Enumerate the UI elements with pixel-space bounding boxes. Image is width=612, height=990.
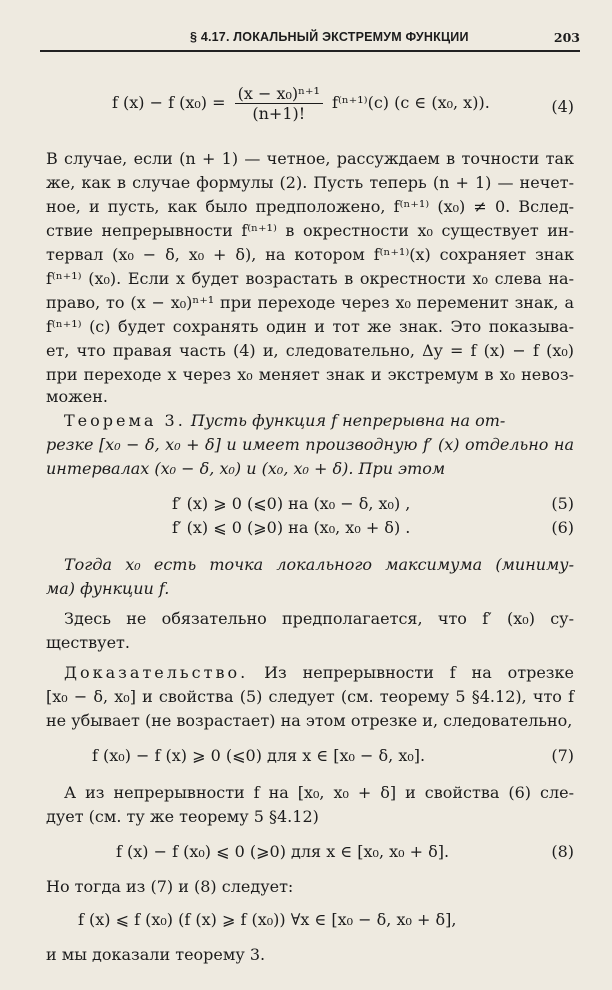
formula-7: f (x₀) − f (x) ⩾ 0 (⩽0) для x ∈ [x₀ − δ, x₀]. bbox=[92, 746, 426, 765]
equation-number-8: (8) bbox=[551, 842, 574, 861]
proof-end: и мы доказали теорему 3. bbox=[46, 945, 266, 964]
paragraph-line: В случае, если (n + 1) — четное, рассуждаем в точности так bbox=[46, 149, 574, 168]
proof-line: Но тогда из (7) и (8) следует: bbox=[46, 877, 294, 896]
paragraph-line: тервал (x₀ − δ, x₀ + δ), на котором f⁽ⁿ⁺¹⁾(x) сохраняет знак bbox=[46, 245, 574, 264]
equation-number-4: (4) bbox=[551, 97, 574, 116]
paragraph-line: f⁽ⁿ⁺¹⁾ (c) будет сохранять один и тот же знак. Это показыва- bbox=[46, 317, 574, 336]
theorem-3-first-line bbox=[64, 410, 574, 432]
formula-4-lhs: f (x) − f (x₀) = bbox=[112, 93, 226, 112]
condition-5: f′ (x) ⩾ 0 (⩽0) на (x₀ − δ, x₀) , bbox=[172, 494, 411, 513]
proof-line: не убывает (не возрастает) на этом отрезке и, следовательно, bbox=[46, 711, 573, 730]
theorem-text: Пусть функция f непрерывна на от- bbox=[190, 411, 506, 430]
formula-8: f (x) − f (x₀) ⩽ 0 (⩾0) для x ∈ [x₀, x₀ + δ]. bbox=[116, 842, 450, 861]
theorem-text: резке [x₀ − δ, x₀ + δ] и имеет производную f′ (x) отдельно на bbox=[46, 435, 574, 454]
formula-4-denominator: (n+1)! bbox=[252, 104, 306, 123]
equation-number-6: (6) bbox=[551, 518, 574, 537]
page-header bbox=[40, 28, 580, 52]
condition-6: f′ (x) ⩽ 0 (⩾0) на (x₀, x₀ + δ) . bbox=[172, 518, 411, 537]
remark-line: Здесь не обязательно предполагается, что f′ (x₀) су- bbox=[64, 609, 574, 628]
paragraph-line: право, то (x − x₀)ⁿ⁺¹ при переходе через x₀ переменит знак, а bbox=[46, 293, 574, 312]
paragraph-line: ствие непрерывности f⁽ⁿ⁺¹⁾ в окрестности x₀ существует ин- bbox=[46, 221, 574, 240]
paragraph-line: можен. bbox=[46, 387, 109, 406]
formula-4-numerator: (x − x₀)ⁿ⁺¹ bbox=[235, 84, 323, 104]
formula-4-rhs: f⁽ⁿ⁺¹⁾(c) (c ∈ (x₀, x)). bbox=[332, 93, 490, 112]
theorem-text: Тогда x₀ есть точка локального максимума (миниму- bbox=[64, 555, 574, 574]
theorem-line bbox=[46, 458, 574, 480]
paragraph-line: же, как в случае формулы (2). Пусть теперь (n + 1) — нечет- bbox=[46, 173, 574, 192]
proof-line: дует (см. ту же теорему 5 §4.12) bbox=[46, 807, 319, 826]
proof-line: [x₀ − δ, x₀] и свойства (5) следует (см. теорему 5 §4.12), что f bbox=[46, 687, 574, 706]
formula-4 bbox=[112, 84, 490, 123]
proof-first-line bbox=[64, 662, 574, 684]
remark-line: ществует. bbox=[46, 633, 130, 652]
theorem-label: Теорема 3. bbox=[64, 411, 186, 430]
theorem-text: интервалах (x₀ − δ, x₀) и (x₀, x₀ + δ). При этом bbox=[46, 459, 446, 478]
paragraph-line: при переходе x через x₀ меняет знак и экстремум в x₀ невоз- bbox=[46, 365, 574, 384]
paragraph-line: f⁽ⁿ⁺¹⁾ (x₀). Если x будет возрастать в окрестности x₀ слева на- bbox=[46, 269, 574, 288]
proof-text: Из непрерывности f на отрезке bbox=[264, 663, 574, 682]
proof-line: А из непрерывности f на [x₀, x₀ + δ] и свойства (6) сле- bbox=[64, 783, 574, 802]
equation-number-7: (7) bbox=[551, 746, 574, 765]
theorem-conclusion bbox=[64, 554, 574, 576]
proof-label: Доказательство. bbox=[64, 663, 249, 682]
paragraph-line: ное, и пусть, как было предположено, f⁽ⁿ⁺¹⁾ (x₀) ≠ 0. Вслед- bbox=[46, 197, 574, 216]
page-number: 203 bbox=[553, 30, 580, 45]
paragraph-line: ет, что правая часть (4) и, следовательно, Δy = f (x) − f (x₀) bbox=[46, 341, 574, 360]
theorem-text: ма) функции f. bbox=[46, 579, 170, 598]
formula-4-fraction bbox=[235, 84, 323, 123]
theorem-line bbox=[46, 434, 574, 456]
section-title: § 4.17. ЛОКАЛЬНЫЙ ЭКСТРЕМУМ ФУНКЦИИ bbox=[190, 30, 469, 44]
equation-number-5: (5) bbox=[551, 494, 574, 513]
formula-final: f (x) ⩽ f (x₀) (f (x) ⩾ f (x₀)) ∀x ∈ [x₀ − δ, x₀ + δ], bbox=[78, 910, 457, 929]
theorem-conclusion bbox=[46, 578, 574, 600]
